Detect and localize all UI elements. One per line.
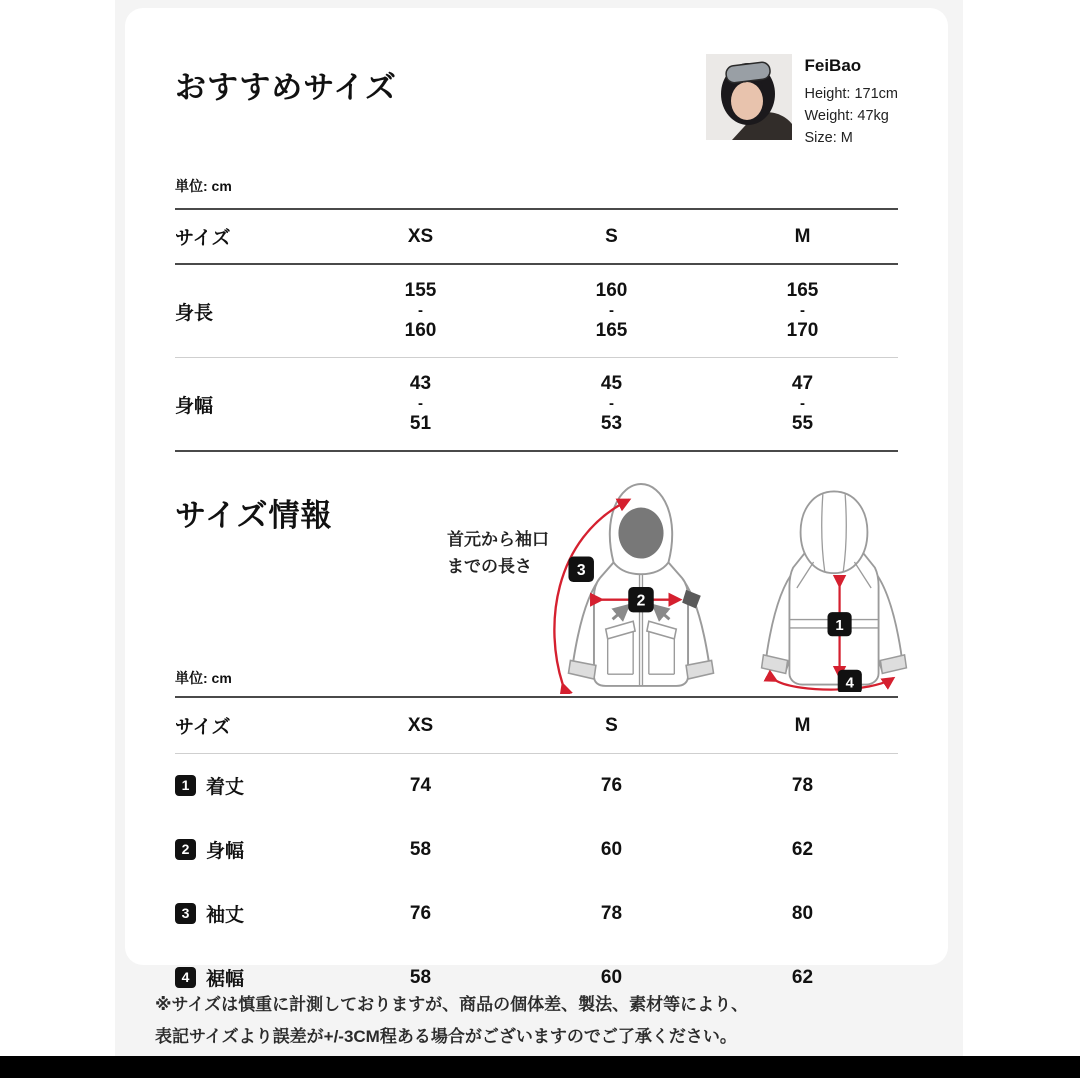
table-row-width xyxy=(175,357,898,450)
size-info-title: サイズ情報 xyxy=(175,498,333,533)
model-text xyxy=(805,54,899,149)
row-label: 裾幅 xyxy=(206,969,245,990)
size-info-diagram-area xyxy=(175,474,898,696)
table-row-body-length: 1 着丈 74 76 78 xyxy=(175,754,898,818)
table-row-hem-width: 4 裾幅 58 60 62 xyxy=(175,946,898,1010)
model-info-box xyxy=(706,54,899,149)
model-photo xyxy=(706,54,792,140)
jacket-back-diagram xyxy=(741,484,927,692)
model-height: Height: 171cm xyxy=(804,86,898,102)
range-cell: 47 - 55 xyxy=(791,373,814,434)
size-chart-panel xyxy=(115,0,963,1056)
svg-text:2: 2 xyxy=(636,592,646,610)
measure-badge-2 xyxy=(628,587,653,612)
unit-label-recommended: 単位: cm xyxy=(175,178,232,194)
col-size-label: サイズ xyxy=(175,717,231,738)
disclaimer-line-1: ※サイズは慎重に計測しておりますが、商品の個体差、製法、素材等により、 xyxy=(155,995,749,1014)
row-number-badge: 4 xyxy=(175,967,196,988)
row-label: 着丈 xyxy=(206,777,245,798)
row-label: 身長 xyxy=(175,302,214,324)
range-cell: 165 - 170 xyxy=(786,280,819,341)
back-hood xyxy=(801,491,868,573)
table-row-chest-width: 2 身幅 58 60 62 xyxy=(175,818,898,882)
col-m: M xyxy=(794,225,811,247)
size-info-table xyxy=(175,696,898,1010)
row-number-badge: 2 xyxy=(175,839,196,860)
jacket-front-diagram xyxy=(543,474,739,694)
row-label: 身幅 xyxy=(206,841,245,862)
unit-label-size-info: 単位: cm xyxy=(175,670,232,686)
svg-text:1: 1 xyxy=(835,617,844,634)
table-row-height xyxy=(175,265,898,357)
col-m: M xyxy=(794,714,811,736)
card-header xyxy=(175,54,898,154)
range-cell: 155 - 160 xyxy=(404,280,437,341)
col-xs: XS xyxy=(407,714,434,736)
size-info-table-header xyxy=(175,698,898,754)
measure-badge-1 xyxy=(828,612,852,636)
size-disclaimer xyxy=(115,965,963,1053)
col-s: S xyxy=(605,714,618,736)
model-weight: Weight: 47kg xyxy=(804,108,889,124)
size-chart-card xyxy=(125,8,948,990)
table-row-sleeve-length: 3 袖丈 76 78 80 xyxy=(175,882,898,946)
col-s: S xyxy=(605,225,618,247)
hood-opening xyxy=(618,508,663,559)
svg-text:4: 4 xyxy=(845,675,854,692)
col-size-label: サイズ xyxy=(175,228,231,249)
range-cell: 160 - 165 xyxy=(595,280,628,341)
row-number-badge: 3 xyxy=(175,903,196,924)
model-size: Size: M xyxy=(804,130,853,146)
bottom-black-bar xyxy=(0,1056,1080,1078)
row-number-badge: 1 xyxy=(175,775,196,796)
svg-text:3: 3 xyxy=(576,562,586,580)
col-xs: XS xyxy=(407,225,434,247)
recommended-size-table xyxy=(175,208,898,452)
recommended-table-header xyxy=(175,210,898,265)
measure-badge-4 xyxy=(838,670,862,692)
model-name: FeiBao xyxy=(804,56,862,75)
row-label: 袖丈 xyxy=(206,905,245,926)
sleeve-measure-note: 首元から袖口 までの長さ xyxy=(447,530,549,576)
disclaimer-line-2: 表記サイズより誤差が+/-3CM程ある場合がございますのでご了承ください。 xyxy=(155,1027,737,1046)
range-cell: 43 - 51 xyxy=(409,373,432,434)
model-portrait-illustration xyxy=(706,54,792,140)
page-title: おすすめサイズ xyxy=(175,70,397,105)
measure-badge-3 xyxy=(568,557,593,582)
row-label: 身幅 xyxy=(175,395,214,417)
range-cell: 45 - 53 xyxy=(600,373,623,434)
